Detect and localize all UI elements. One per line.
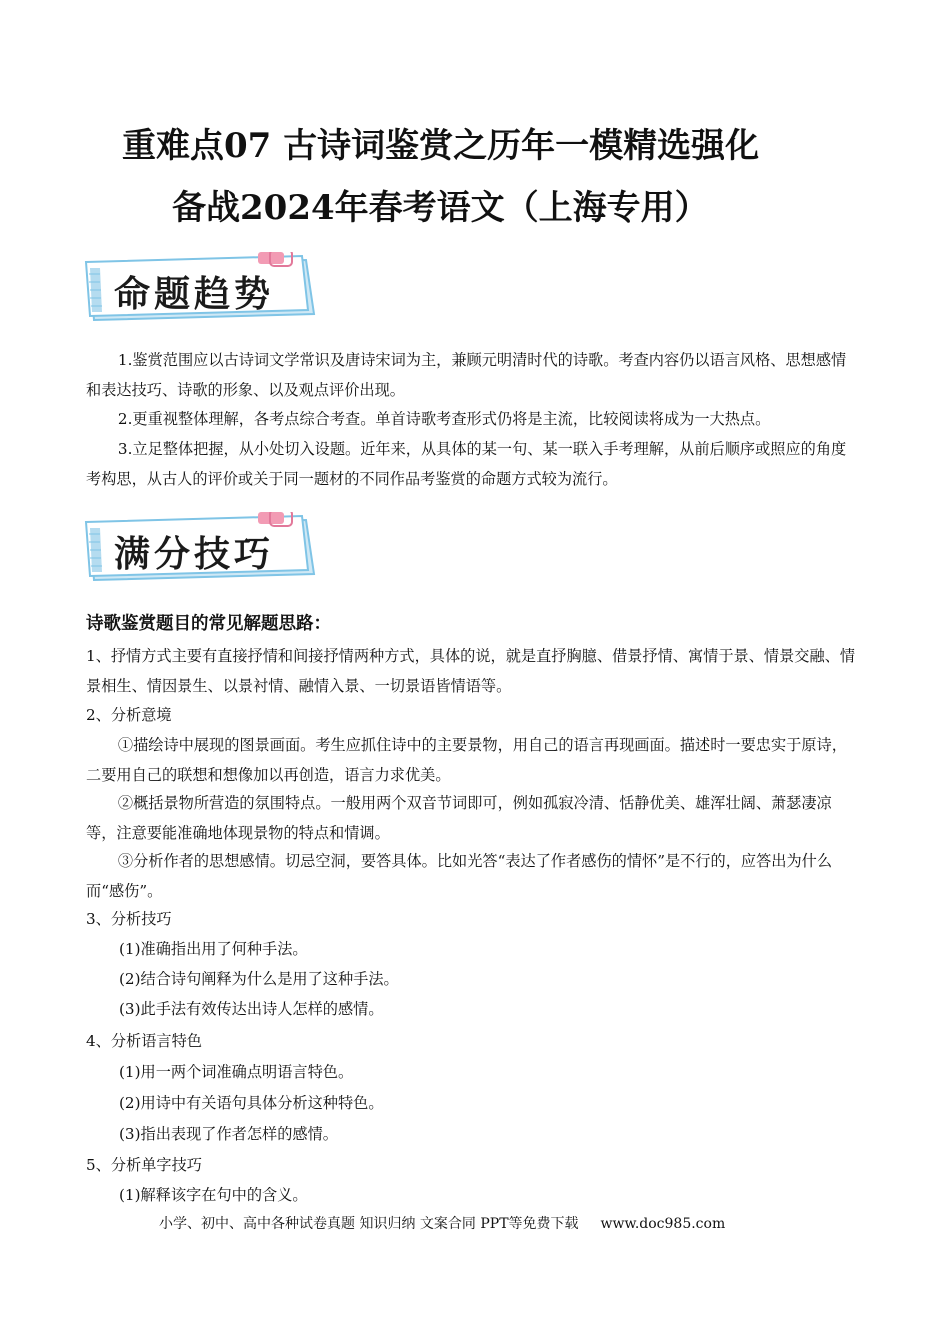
- skills-item-4-sub-1: (1)用一两个词准确点明语言特色。: [119, 1063, 354, 1081]
- skills-item-3-sub-2: (2)结合诗句阐释为什么是用了这种手法。: [119, 970, 399, 988]
- banner-trend-label: 命题趋势: [114, 274, 275, 315]
- skills-item-2: 2、分析意境: [86, 706, 172, 724]
- footer-text: 小学、初中、高中各种试卷真题 知识归纳 文案合同 PPT等免费下载: [159, 1216, 579, 1232]
- banner-trend: [84, 252, 320, 322]
- skills-item-4-sub-3: (3)指出表现了作者怎样的感情。: [119, 1125, 338, 1143]
- banner-skills: [84, 512, 320, 582]
- skills-item-5-sub-1: (1)解释该字在句中的含义。: [119, 1186, 308, 1204]
- skills-item-3: 3、分析技巧: [86, 910, 172, 928]
- banner-skills-label: 满分技巧: [114, 534, 275, 575]
- footer-site-link[interactable]: www.doc985.com: [600, 1216, 726, 1232]
- skills-item-2-sub-3: ③分析作者的思想感情。切忌空洞，要答具体。比如光答“表达了作者感伤的情怀”是不行的，应答出为什么而“感伤”。: [86, 852, 833, 900]
- skills-item-3-sub-3: (3)此手法有效传达出诗人怎样的感情。: [119, 1000, 384, 1018]
- skills-item-1: 1、抒情方式主要有直接抒情和间接抒情两种方式，具体的说，就是直抒胸臆、借景抒情、寓情于景、情景交融、情景相生、情因景生、以景衬情、融情入景、一切景语皆情语等。: [86, 647, 856, 695]
- skills-item-3-sub-1: (1)准确指出用了何种手法。: [119, 940, 308, 958]
- trend-paragraph-2: 2.更重视整体理解，各考点综合考查。单首诗歌考查形式仍将是主流，比较阅读将成为一大热点。: [117, 410, 771, 428]
- page-title-line1: 重难点07 古诗词鉴赏之历年一模精选强化: [122, 126, 760, 166]
- page-footer: [159, 1213, 725, 1233]
- trend-paragraph-1: 1.鉴赏范围应以古诗词文学常识及唐诗宋词为主，兼顾元明清时代的诗歌。考查内容仍以语言风格、思想感情和表达技巧、诗歌的形象、以及观点评价出现。: [86, 351, 847, 399]
- page-title-line2: 备战2024年春考语文（上海专用）: [172, 188, 709, 228]
- skills-item-2-sub-1: ①描绘诗中展现的图景画面。考生应抓住诗中的主要景物，用自己的语言再现画面。描述时一要忠实于原诗，二要用自己的联想和想像加以再创造，语言力求优美。: [86, 736, 847, 784]
- skills-item-2-sub-2: ②概括景物所营造的氛围特点。一般用两个双音节词即可，例如孤寂冷清、恬静优美、雄浑壮阔、萧瑟凄凉等，注意要能准确地体现景物的特点和情调。: [86, 794, 832, 842]
- trend-paragraph-3: 3.立足整体把握，从小处切入设题。近年来，从具体的某一句、某一联入手考理解，从前后顺序或照应的角度考构思，从古人的评价或关于同一题材的不同作品考鉴赏的命题方式较为流行。: [86, 440, 847, 488]
- skills-item-4-sub-2: (2)用诗中有关语句具体分析这种特色。: [119, 1094, 384, 1112]
- skills-heading: 诗歌鉴赏题目的常见解题思路：: [86, 614, 331, 634]
- skills-item-5: 5、分析单字技巧: [86, 1156, 202, 1174]
- skills-item-4: 4、分析语言特色: [86, 1032, 202, 1050]
